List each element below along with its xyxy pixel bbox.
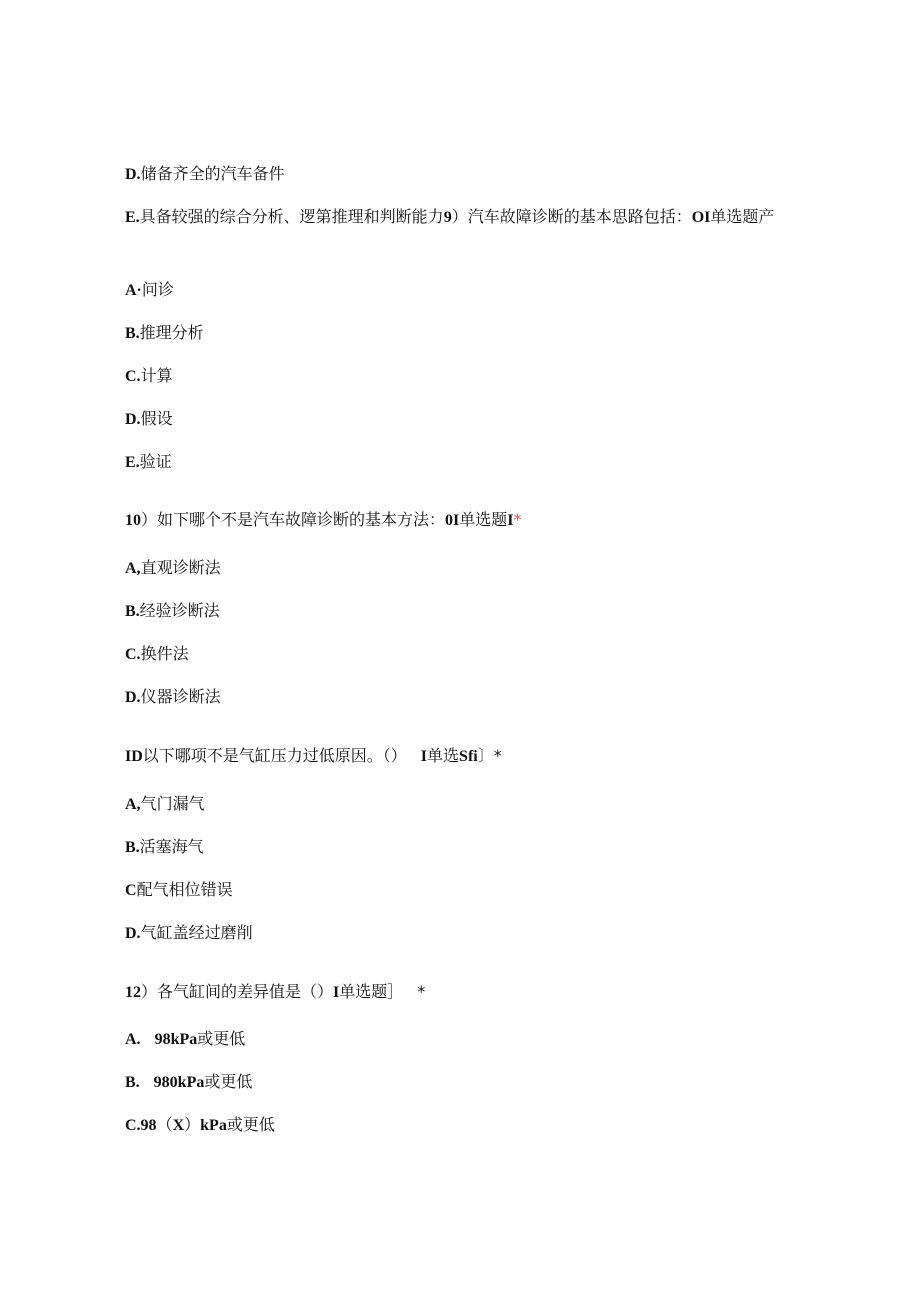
option-text: 配气相位错误 [136,880,233,899]
required-star: 〕* [477,746,502,765]
question-type: 单选题 [459,510,508,529]
option-paren-close: ） [184,1115,201,1134]
question-tag: OI [691,209,711,226]
option-text: 假设 [140,409,173,428]
option-letter: B. [125,839,140,856]
option-c-calculation [125,363,795,390]
required-star: * [513,510,522,529]
option-text: 推理分析 [139,323,204,342]
option-text: 计算 [140,366,173,385]
option-text: 或更低 [204,1072,253,1091]
option-letter: D. [125,411,141,428]
option-letter: C [125,882,137,899]
option-letter: B. [125,1074,140,1091]
question-number: 10 [125,512,141,529]
option-text: 换件法 [140,644,189,663]
option-letter: D. [125,925,141,942]
option-b-experience-diagnosis [125,598,795,625]
option-e-analysis-and-question-9 [125,203,795,232]
question-type: 单选题］ [339,982,404,1001]
option-b-piston-leak [125,834,795,861]
option-letter: C.98 [125,1117,157,1134]
question-tag-end: Sfi [459,748,478,765]
option-b-980kpa [125,1069,795,1096]
question-number: ID [125,748,143,765]
option-letter: A, [125,560,141,577]
question-text: 以下哪项不是气缸压力过低原因。（） [142,746,407,765]
option-b-reasoning [125,320,795,347]
option-d-hypothesis [125,406,795,433]
question-text: ）如下哪个不是汽车故障诊断的基本方法： [141,510,446,529]
required-star: * [417,982,426,1001]
option-text: 或更低 [197,1029,246,1048]
question-type: 单选题产 [710,207,775,226]
option-text: 验证 [139,452,172,471]
option-text: 或更低 [226,1115,275,1134]
option-text: 具备较强的综合分析、逻第推理和判断能力 [139,207,444,226]
question-tag: I [333,984,340,1001]
option-a-valve-leak [125,791,795,818]
option-text: 气缸盖经过磨削 [140,923,253,942]
option-value: 980kPa [153,1074,205,1091]
option-c-98x-kpa [125,1112,795,1139]
option-c-valve-timing [125,877,795,904]
question-type: 单选 [427,746,460,765]
option-letter: B. [125,325,140,342]
option-d-instrument-diagnosis [125,684,795,711]
option-text: 活塞海气 [139,837,204,856]
question-11 [125,743,795,770]
option-a-98kpa [125,1026,795,1053]
option-d-cylinder-head-ground [125,920,795,947]
option-value: kPa [200,1117,227,1134]
option-value: 98kPa [154,1031,198,1048]
option-letter: B. [125,603,140,620]
question-text: ）汽车故障诊断的基本思路包括： [451,207,692,226]
option-letter: C. [125,368,141,385]
option-text: 问诊 [141,280,174,299]
option-letter: D. [125,166,141,183]
option-letter: A· [125,282,142,299]
option-letter: E. [125,454,140,471]
option-paren-open: （ [156,1115,173,1134]
option-letter: A. [125,1031,141,1048]
question-10 [125,507,795,534]
option-letter: A, [125,796,141,813]
option-letter: D. [125,689,141,706]
option-text: 直观诊断法 [140,558,221,577]
option-d-spare-parts [125,161,795,188]
option-text: 仪器诊断法 [140,687,221,706]
question-12 [125,979,795,1006]
question-number: 9 [443,209,452,226]
question-tag: 0I [445,512,460,529]
question-number: 12 [125,984,141,1001]
option-letter: C. [125,646,141,663]
option-letter: E. [125,209,140,226]
question-tag-end: I [507,512,514,529]
question-tag: I [420,748,428,765]
option-tag: X [172,1117,185,1134]
option-a-inquiry [125,277,795,304]
question-text: ）各气缸间的差异值是（） [141,982,334,1001]
option-text: 储备齐全的汽车备件 [140,164,285,183]
option-text: 经验诊断法 [139,601,220,620]
option-text: 气门漏气 [140,794,205,813]
option-e-verification [125,449,795,476]
option-a-visual-diagnosis [125,555,795,582]
option-c-part-replacement [125,641,795,668]
